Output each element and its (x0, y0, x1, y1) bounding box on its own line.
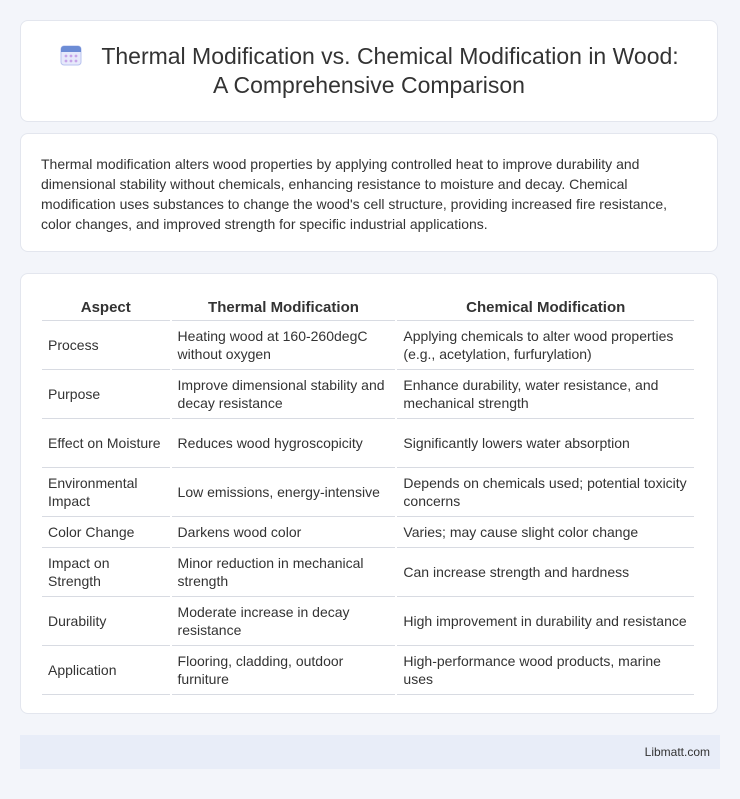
header-chemical: Chemical Modification (397, 294, 694, 321)
row-aspect: Application (42, 646, 170, 695)
table-row (42, 370, 694, 419)
table-row (42, 548, 694, 597)
row-chemical: Can increase strength and hardness (397, 548, 694, 597)
footer-bar (20, 735, 720, 769)
row-thermal: Darkens wood color (172, 517, 396, 548)
table-row (42, 517, 694, 548)
table-header-row (42, 294, 694, 321)
row-thermal: Moderate increase in decay resistance (172, 597, 396, 646)
table-row (42, 419, 694, 468)
row-chemical: Applying chemicals to alter wood properties (e.g., acetylation, furfurylation) (397, 321, 694, 370)
table-row (42, 321, 694, 370)
row-chemical: High improvement in durability and resistance (397, 597, 694, 646)
row-aspect: Purpose (42, 370, 170, 419)
row-aspect: Color Change (42, 517, 170, 548)
title-card (20, 20, 718, 122)
row-thermal: Reduces wood hygroscopicity (172, 419, 396, 468)
intro-paragraph: Thermal modification alters wood properties by applying controlled heat to improve durability and dimensional stability without chemicals, enhancing resistance to moisture and decay. Chemical modification uses substances to change the wood's cell structure, providing increased fire resistance, color changes, and improved strength for specific industrial applications. (41, 156, 668, 232)
header-aspect: Aspect (42, 294, 170, 321)
row-aspect: Effect on Moisture (42, 419, 170, 468)
row-thermal: Flooring, cladding, outdoor furniture (172, 646, 396, 695)
page-title-text: Thermal Modification vs. Chemical Modification in Wood: A Comprehensive Comparison (101, 43, 679, 98)
row-aspect: Impact on Strength (42, 548, 170, 597)
row-thermal: Improve dimensional stability and decay resistance (172, 370, 396, 419)
intro-card (20, 133, 718, 252)
row-chemical: Depends on chemicals used; potential toxicity concerns (397, 468, 694, 517)
row-aspect: Durability (42, 597, 170, 646)
calendar-icon (59, 43, 83, 67)
table-row (42, 646, 694, 695)
row-thermal: Minor reduction in mechanical strength (172, 548, 396, 597)
row-aspect: Environmental Impact (42, 468, 170, 517)
row-thermal: Low emissions, energy-intensive (172, 468, 396, 517)
row-aspect: Process (42, 321, 170, 370)
header-thermal: Thermal Modification (172, 294, 396, 321)
row-thermal: Heating wood at 160-260degC without oxygen (172, 321, 396, 370)
table-row (42, 468, 694, 517)
row-chemical: High-performance wood products, marine uses (397, 646, 694, 695)
comparison-table (40, 294, 696, 695)
table-row (42, 597, 694, 646)
title-wrap (59, 42, 679, 100)
comparison-card (20, 273, 718, 714)
row-chemical: Enhance durability, water resistance, and mechanical strength (397, 370, 694, 419)
footer-brand-link[interactable]: Libmatt.com (644, 745, 710, 759)
row-chemical: Varies; may cause slight color change (397, 517, 694, 548)
page-title (59, 43, 678, 98)
row-chemical: Significantly lowers water absorption (397, 419, 694, 468)
